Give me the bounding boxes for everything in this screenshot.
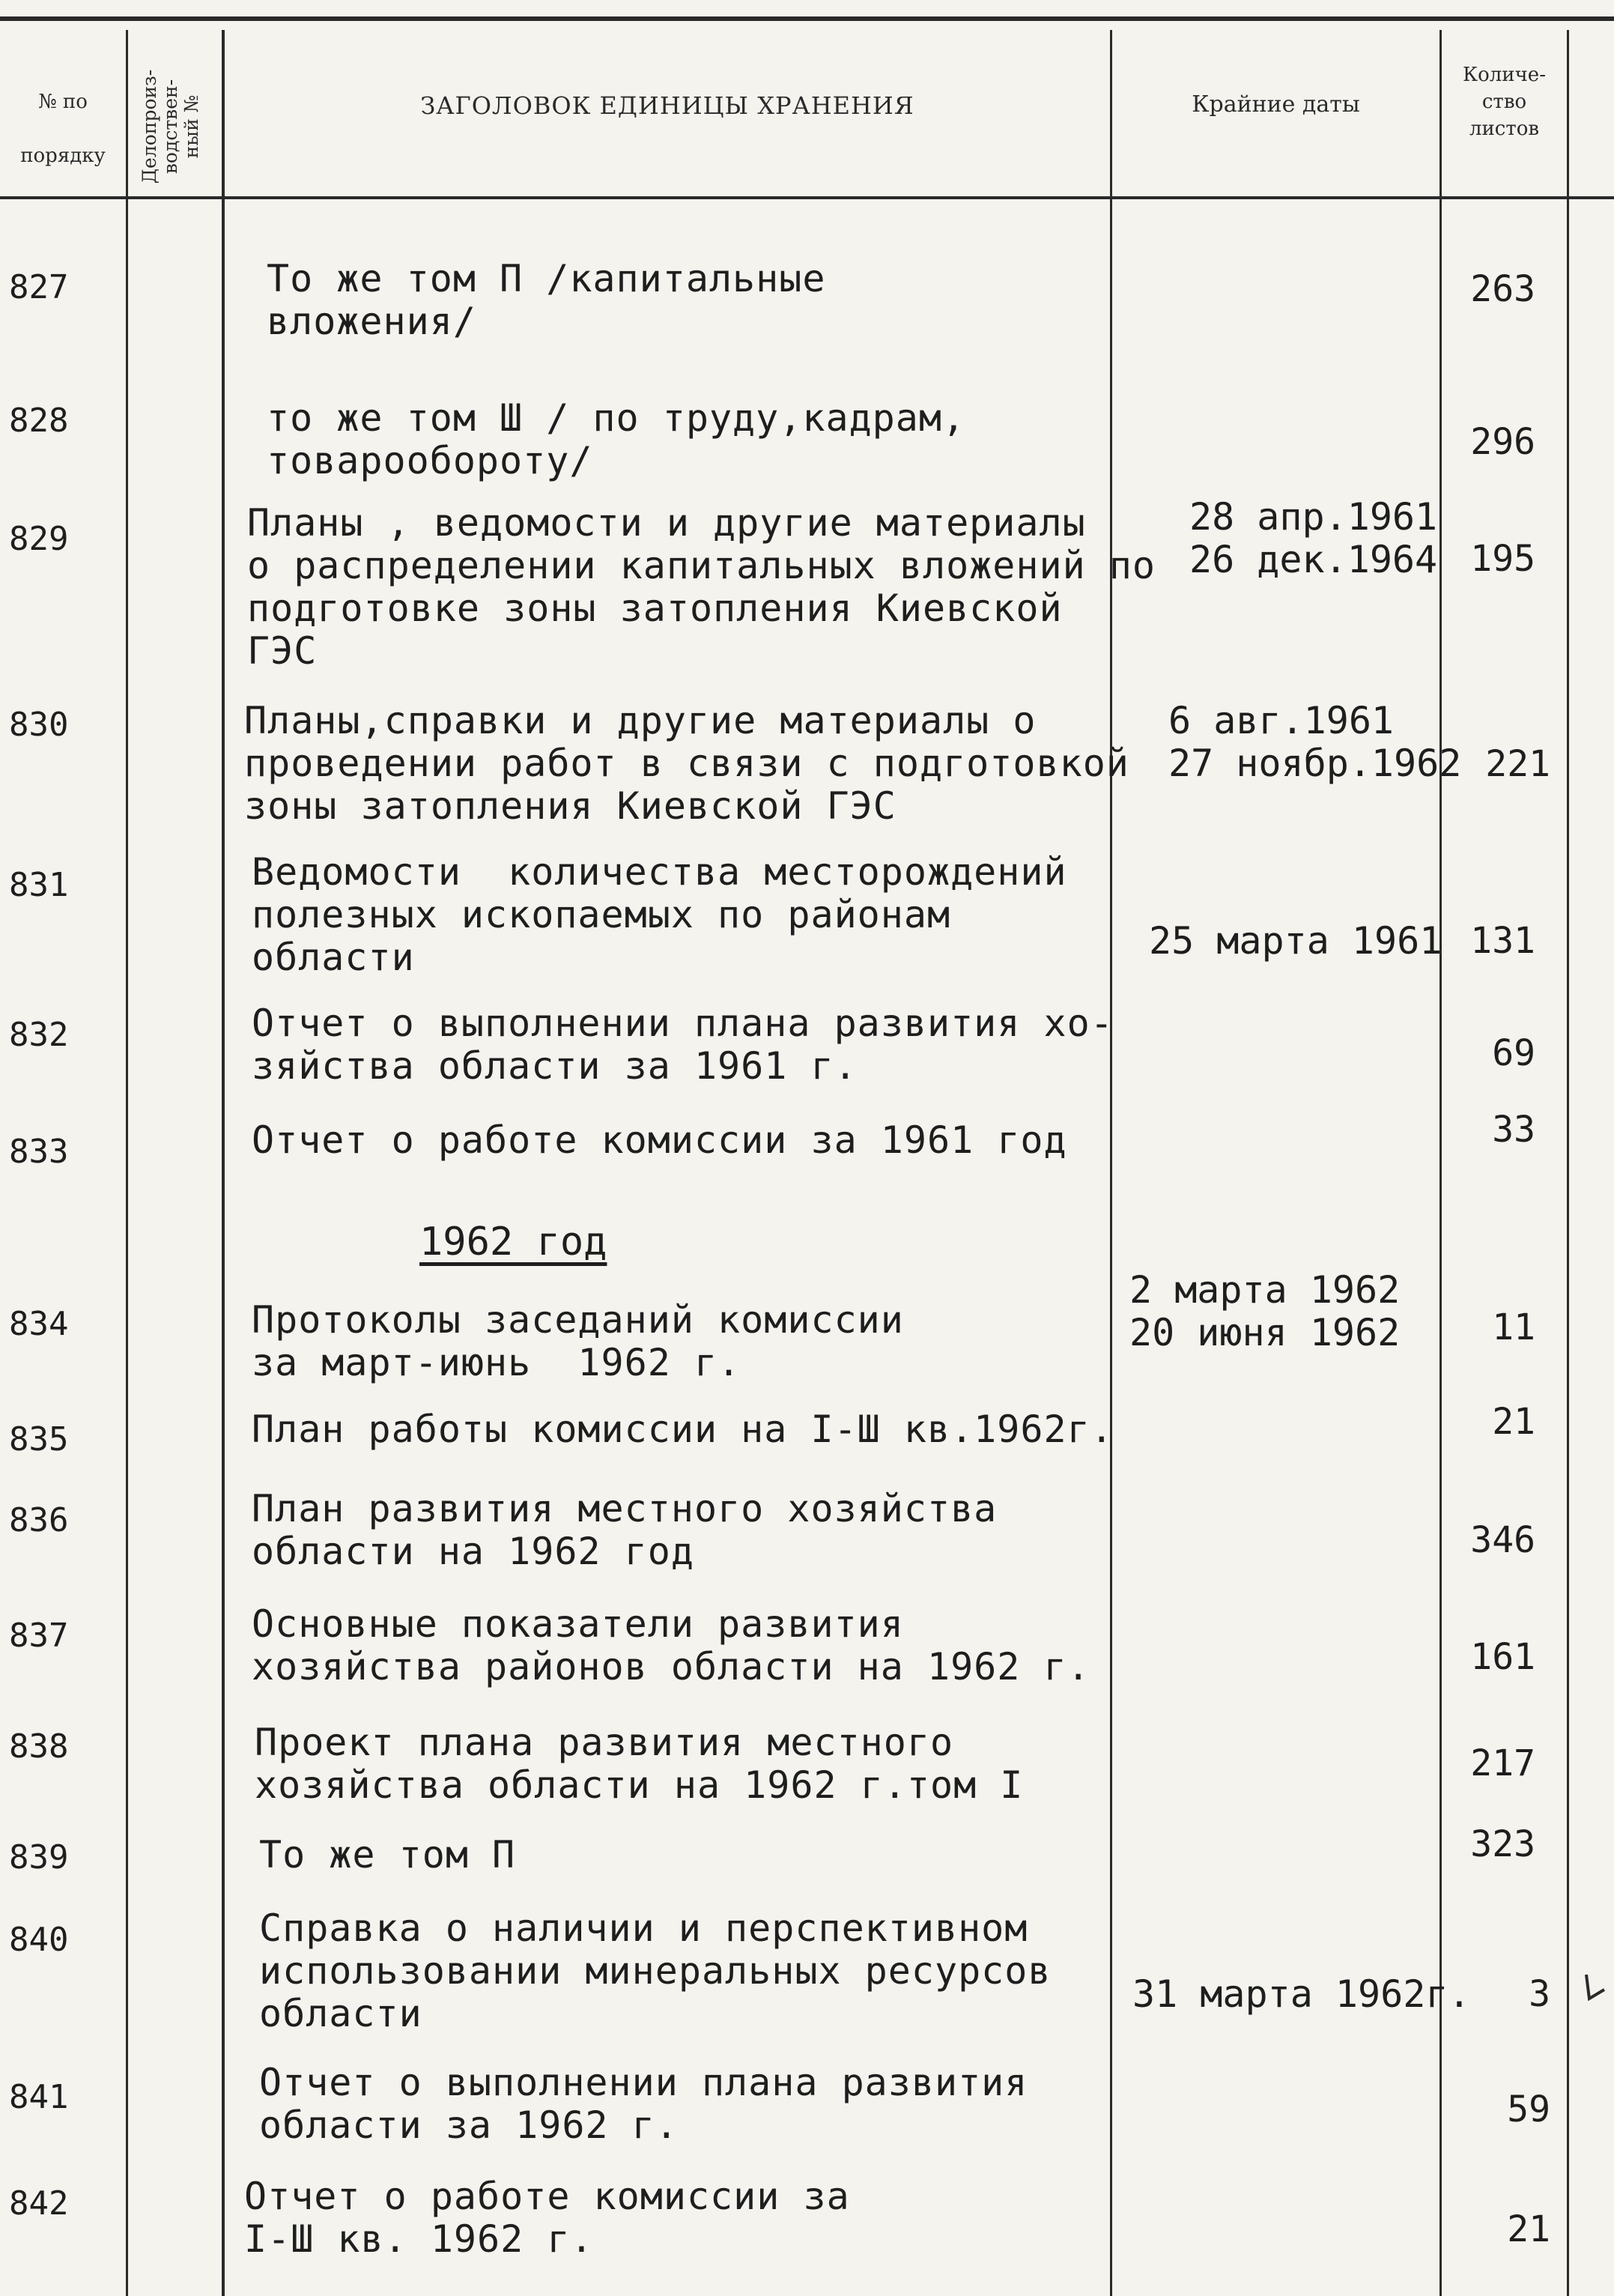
row-dates: 6 авг.1961 27 ноябр.1962 <box>1168 699 1462 785</box>
row-sheets: 161 <box>1470 1636 1535 1678</box>
row-title: План работы комиссии на I-Ш кв.1962г. <box>252 1408 1114 1451</box>
header-office-col: Делопроиз- водствен- ный № <box>139 69 202 184</box>
row-title: Отчет о выполнении плана развития области за 1962 г. <box>259 2061 1028 2147</box>
row-sheets: 131 <box>1470 920 1535 962</box>
row-title: Отчет о работе комиссии за I-Ш кв. 1962 г. <box>244 2175 850 2261</box>
row-number: 841 <box>9 2078 69 2116</box>
row-sheets: 195 <box>1470 538 1535 580</box>
header-title-col: ЗАГОЛОВОК ЕДИНИЦЫ ХРАНЕНИЯ <box>420 91 914 120</box>
section-heading-1962: 1962 год <box>419 1220 607 1264</box>
column-divider-2 <box>222 30 225 2296</box>
row-sheets: 59 <box>1507 2088 1550 2130</box>
row-number: 831 <box>9 866 69 904</box>
row-title: Справка о наличии и перспективном использовании минеральных ресурсов области <box>259 1906 1052 2035</box>
row-sheets: 346 <box>1470 1519 1535 1561</box>
check-mark-icon <box>1582 1969 1609 2008</box>
row-title: Протоколы заседаний комиссии за март-июнь 1962 г. <box>252 1298 904 1384</box>
row-number: 834 <box>9 1305 69 1343</box>
row-number: 840 <box>9 1921 69 1959</box>
row-number: 833 <box>9 1133 69 1171</box>
row-sheets: 3 <box>1529 1973 1550 2015</box>
row-number: 842 <box>9 2184 69 2223</box>
column-divider-3 <box>1110 30 1112 2296</box>
row-number: 836 <box>9 1501 69 1539</box>
row-sheets: 21 <box>1507 2208 1550 2250</box>
header-sheets-col: Количе- ство листов <box>1463 64 1546 140</box>
row-number: 827 <box>9 268 69 306</box>
header-bottom-rule <box>0 196 1614 199</box>
header-dates-col: Крайние даты <box>1192 91 1360 118</box>
row-number: 838 <box>9 1727 69 1766</box>
row-number: 835 <box>9 1420 69 1459</box>
row-dates: 28 апр.1961 26 дек.1964 <box>1189 495 1438 581</box>
row-dates: 25 марта 1961 <box>1149 919 1442 963</box>
row-sheets: 21 <box>1492 1401 1535 1443</box>
row-number: 830 <box>9 706 69 744</box>
row-number: 837 <box>9 1617 69 1655</box>
row-title: Планы,справки и другие материалы о проведении работ в связи с подготовкой зоны затопления Киевской ГЭС <box>244 699 1129 828</box>
row-dates: 31 марта 1962г. <box>1132 1972 1471 2016</box>
row-sheets: 296 <box>1470 421 1535 463</box>
row-title: Отчет о выполнении плана развития хо- зяйства области за 1961 г. <box>252 1002 1114 1088</box>
top-rule <box>0 16 1614 21</box>
column-divider-5 <box>1567 30 1569 2296</box>
row-sheets: 69 <box>1492 1032 1535 1074</box>
row-sheets: 33 <box>1492 1109 1535 1151</box>
row-number: 839 <box>9 1838 69 1877</box>
row-title: Проект плана развития местного хозяйства области на 1962 г.том I <box>255 1721 1024 1807</box>
row-number: 832 <box>9 1016 69 1054</box>
header-num-line-2: порядку <box>20 145 106 167</box>
column-divider-1 <box>126 30 128 2296</box>
row-sheets: 217 <box>1470 1742 1535 1784</box>
row-title: План развития местного хозяйства области на 1962 год <box>252 1487 998 1573</box>
row-title: То же том П <box>259 1833 516 1877</box>
header-num-col <box>0 75 126 183</box>
row-title: Отчет о работе комиссии за 1961 год <box>252 1118 1067 1162</box>
row-title: Планы , ведомости и другие материалы о распределении капитальных вложений по подготовке зоны затопления Киевской ГЭС <box>247 501 1156 673</box>
row-number: 828 <box>9 402 69 440</box>
row-title: Ведомости количества месторождений полезных ископаемых по районам области <box>252 850 1067 979</box>
row-title: То же том П /капитальные вложения/ <box>267 257 826 343</box>
row-number: 829 <box>9 520 69 558</box>
column-divider-4 <box>1439 30 1442 2296</box>
row-sheets: 11 <box>1492 1306 1535 1348</box>
row-dates: 2 марта 1962 20 июня 1962 <box>1129 1268 1401 1354</box>
row-sheets: 221 <box>1485 743 1550 785</box>
row-title: то же том Ш / по труду,кадрам, товарообороту/ <box>267 396 966 482</box>
row-title: Основные показатели развития хозяйства районов области на 1962 г. <box>252 1602 1090 1688</box>
row-sheets: 323 <box>1470 1823 1535 1865</box>
row-sheets: 263 <box>1470 268 1535 310</box>
header-num-line-1: № по <box>38 91 88 113</box>
